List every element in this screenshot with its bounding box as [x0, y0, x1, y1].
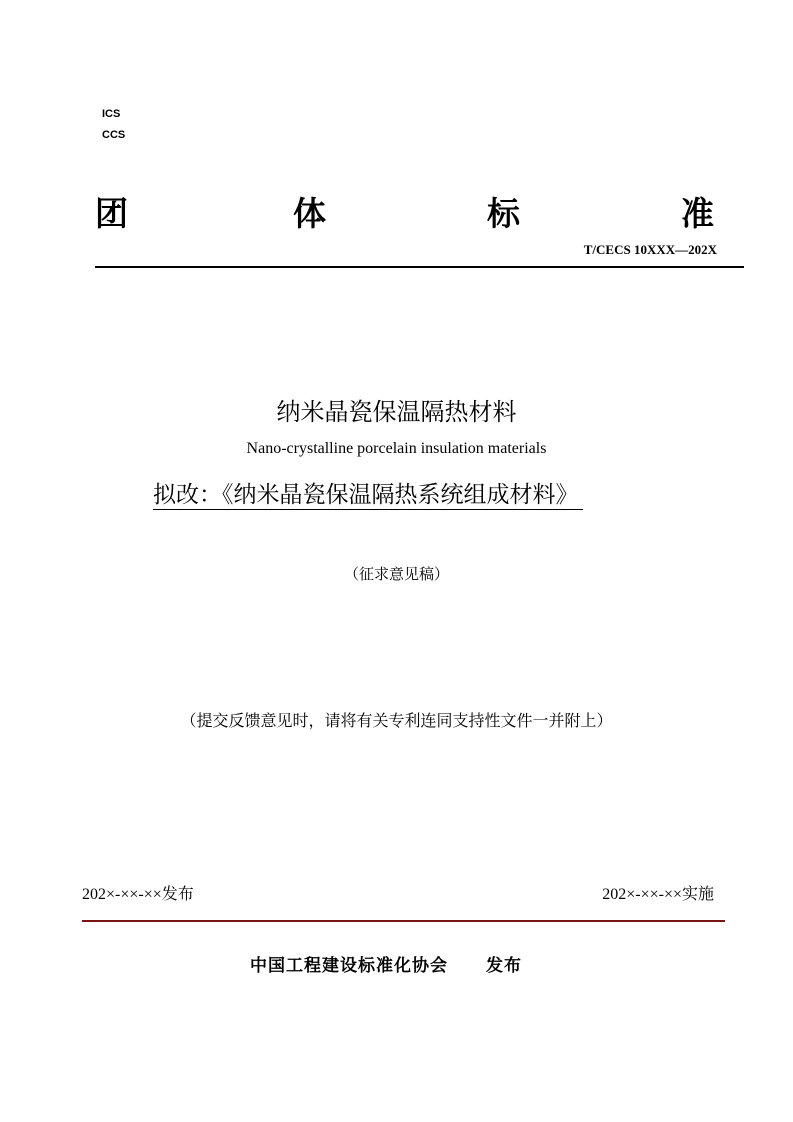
revised-title: 拟改：《纳米晶瓷保温隔热系统组成材料》 — [153, 476, 583, 510]
publish-date: 202×-××-××发布 — [82, 886, 194, 903]
heading-char-4: 准 — [681, 194, 714, 233]
ics-label: ICS — [102, 108, 121, 120]
publisher — [250, 951, 522, 976]
patent-notice: （提交反馈意见时，请将有关专利连同支持性文件一并附上） — [180, 711, 613, 730]
implement-date: 202×-××-××实施 — [602, 886, 714, 903]
title-en: Nano-crystalline porcelain insulation materials — [246, 440, 547, 457]
draft-status: （征求意见稿） — [343, 565, 449, 583]
heading-char-1: 团 — [95, 194, 128, 233]
header-divider — [95, 266, 744, 268]
heading-char-3: 标 — [487, 194, 520, 233]
title-zh: 纳米晶瓷保温隔热材料 — [276, 398, 517, 426]
publisher-name: 中国工程建设标准化协会 — [250, 956, 448, 976]
ccs-label: CCS — [102, 129, 126, 141]
heading-char-2: 体 — [293, 194, 326, 233]
publisher-action: 发布 — [486, 956, 522, 976]
footer-divider — [82, 920, 725, 922]
standard-number: T/CECS 10XXX—202X — [583, 242, 717, 257]
